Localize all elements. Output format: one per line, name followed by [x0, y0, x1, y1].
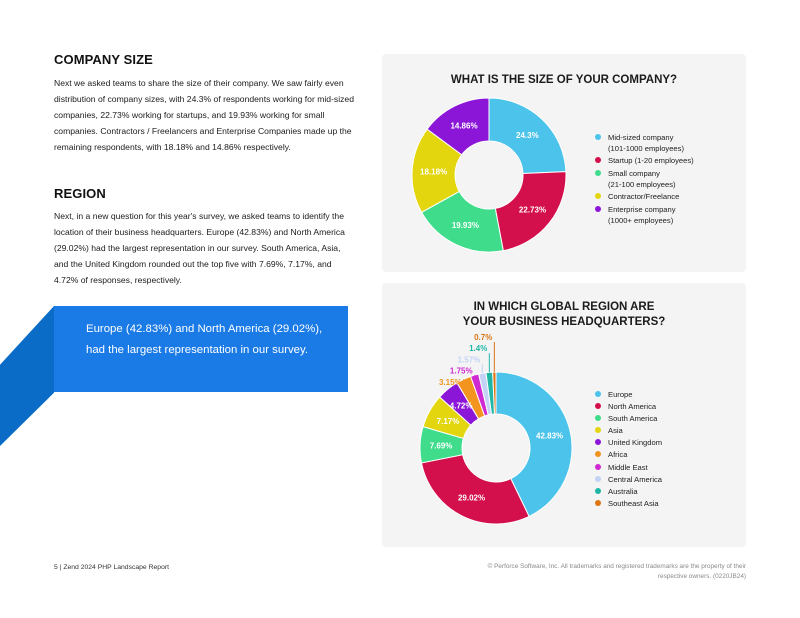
legend-swatch — [595, 391, 601, 397]
legend-item-southeast-asia — [595, 499, 662, 509]
legend-item-central-america — [595, 475, 662, 485]
legend-label: Mid-sized company — [608, 133, 674, 142]
region-legend — [595, 390, 662, 511]
legend-label: South America — [608, 414, 658, 424]
data-label-southeast-asia: 0.7% — [474, 333, 493, 342]
legend-item-asia — [595, 426, 662, 436]
legend-swatch — [595, 488, 601, 494]
legend-item-contractor-freelance — [595, 192, 694, 203]
legend-swatch — [595, 476, 601, 482]
legend-item-united-kingdom — [595, 438, 662, 448]
callout-accent-shape — [0, 306, 54, 446]
company-size-legend — [595, 133, 694, 228]
legend-item-enterprise-company — [595, 205, 694, 226]
legend-label: Central America — [608, 474, 663, 484]
legend-label: Europe — [608, 390, 633, 399]
company-size-chart-title: WHAT IS THE SIZE OF YOUR COMPANY? — [450, 74, 678, 86]
page-footer-copyright: © Perforce Software, Inc. All trademarks and registered trademarks are the property of their respective owners. (0220JB24) — [487, 563, 746, 580]
data-label-south-america: 7.69% — [429, 441, 453, 451]
page-footer-left: 5 | Zend 2024 PHP Landscape Report — [54, 564, 169, 571]
region-donut-chart — [382, 283, 746, 547]
legend-swatch — [595, 464, 601, 470]
legend-swatch — [595, 427, 601, 433]
callout-quote: Europe (42.83%) and North America (29.02%), had the largest representation in our survey. — [86, 323, 323, 356]
company-size-paragraph: Next we asked teams to share the size of their company. We saw fairly even distribution of company sizes, with 24.3% of respondents working for mid-sized companies, 22.73% working for startups, and 19.93% working for small companies. Contractors / Freelancers and Enterprise Companies made up the remaining respondents, with 18.18% and 14.86% respectively. — [54, 78, 354, 153]
legend-label: Australia — [608, 486, 638, 496]
data-label-mid-sized-company: 24.3% — [516, 130, 539, 140]
legend-swatch — [595, 500, 601, 506]
legend-label: Southeast Asia — [608, 498, 659, 508]
data-label-asia: 7.17% — [436, 417, 460, 427]
region-chart-title-line-1: IN WHICH GLOBAL REGION ARE — [473, 301, 655, 313]
legend-item-europe — [595, 390, 662, 400]
legend-label: Africa — [608, 450, 628, 460]
data-label-middle-east: 1.75% — [449, 366, 473, 376]
region-chart-panel — [382, 283, 746, 547]
legend-label: Enterprise company — [608, 205, 676, 215]
legend-label: Middle East — [608, 462, 648, 472]
data-label-australia: 1.4% — [469, 344, 488, 354]
callout-box — [54, 306, 348, 392]
legend-item-startup-1-20-employees — [595, 156, 694, 167]
legend-swatch — [595, 206, 601, 212]
company-size-chart-panel — [382, 54, 746, 272]
data-label-enterprise-company: 14.86% — [450, 121, 478, 131]
legend-swatch — [595, 415, 601, 421]
slice-north-america — [421, 455, 529, 524]
legend-label: Contractor/Freelance — [608, 192, 680, 202]
region-chart-title-line-2: YOUR BUSINESS HEADQUARTERS? — [462, 316, 666, 328]
data-label-startup-1-20-employees: 22.73% — [518, 205, 547, 215]
legend-label: Small company — [608, 169, 660, 179]
data-label-united-kingdom: 4.72% — [449, 401, 473, 411]
data-label-africa: 3.15% — [438, 377, 462, 387]
region-heading: REGION — [54, 186, 106, 201]
legend-description: (101-1000 employees) — [608, 143, 684, 153]
legend-item-north-america — [595, 402, 662, 412]
legend-item-africa — [595, 450, 662, 460]
legend-description: (1000+ employees) — [608, 215, 674, 225]
data-label-north-america: 29.02% — [457, 493, 486, 503]
legend-label: North America — [608, 402, 657, 412]
legend-swatch — [595, 134, 601, 140]
legend-label: Asia — [608, 426, 623, 436]
legend-swatch — [595, 193, 601, 199]
legend-swatch — [595, 451, 601, 457]
data-label-small-company: 19.93% — [451, 221, 479, 231]
region-paragraph: Next, in a new question for this year's survey, we asked teams to identify the location of their business headquarters. Europe (42.83%) and North America (29.02%) had the largest representation in our survey. South America, Asia, and the United Kingdom rounded out the top five with 7.69%, 7.17%, and 4.72% of responses, respectively. — [54, 211, 345, 286]
legend-item-small-company — [595, 169, 694, 190]
legend-description: (21-100 employees) — [608, 179, 676, 189]
legend-item-middle-east — [595, 463, 662, 473]
legend-swatch — [595, 439, 601, 445]
legend-item-australia — [595, 487, 662, 497]
legend-swatch — [595, 403, 601, 409]
legend-swatch — [595, 157, 601, 163]
legend-label: Startup (1-20 employees) — [608, 156, 694, 166]
legend-swatch — [595, 170, 601, 176]
legend-label: United Kingdom — [608, 438, 663, 448]
data-label-contractor-freelance: 18.18% — [420, 167, 448, 177]
company-size-heading: COMPANY SIZE — [54, 52, 153, 67]
legend-item-mid-sized-company — [595, 133, 694, 154]
data-label-europe: 42.83% — [536, 431, 564, 441]
data-label-central-america: 1.57% — [457, 355, 481, 365]
legend-item-south-america — [595, 414, 662, 424]
